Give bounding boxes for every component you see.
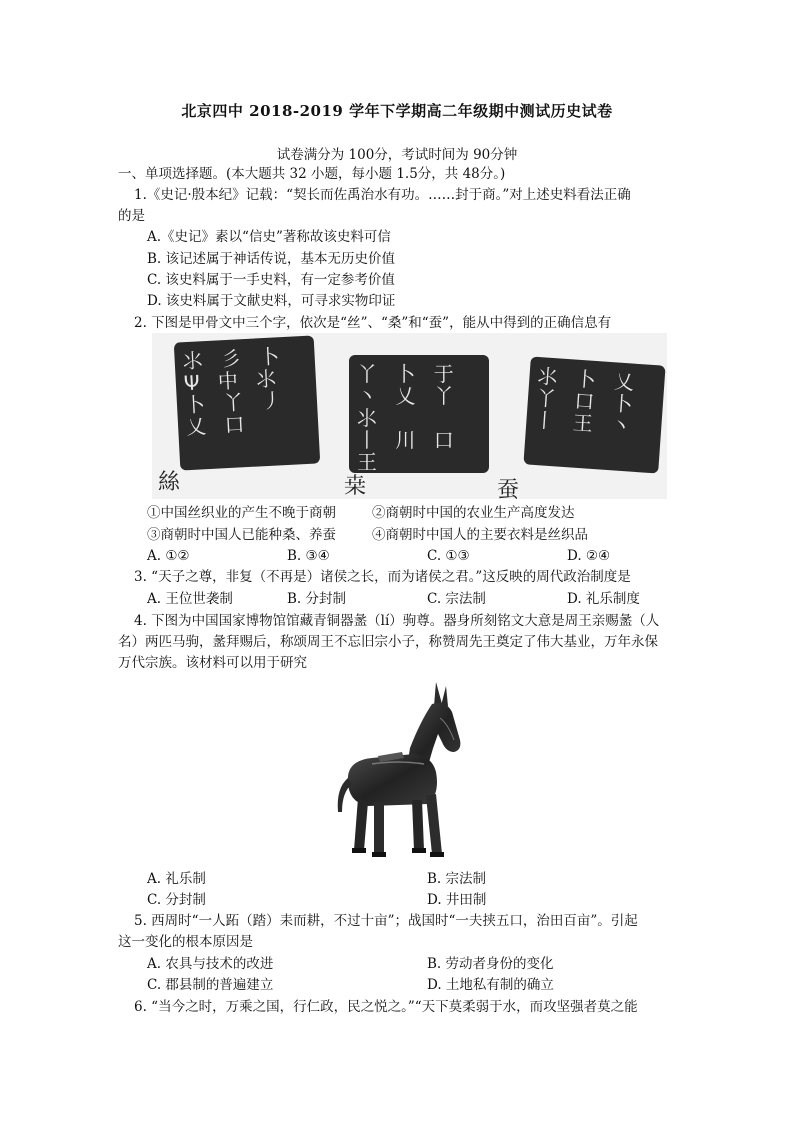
q1-option-c: C. 该史料属于一手史料，有一定参考价值	[147, 272, 395, 288]
q4-stem-cont-1: 名）两匹马驹，盠拜赐后，称颂周王不忘旧宗小子，称赞周先王奠定了伟大基业，万年永保	[118, 634, 658, 650]
q6-stem: 6. “当今之时，万乘之国，行仁政，民之悦之。”“天下莫柔弱于水，而攻坚强者莫之能	[134, 999, 638, 1015]
q3-option-b: B. 分封制	[287, 591, 347, 607]
exam-info: 试卷满分为 100分，考试时间为 90分钟	[276, 147, 518, 163]
section-heading: 一、单项选择题。(本大题共 32 小题，每小题 1.5分，共 48分。)	[118, 166, 506, 182]
q2-option-d: D. ②④	[567, 548, 611, 564]
q1-option-a: A.《史记》素以“信史”著称故该史料可信	[147, 229, 391, 245]
q5-stem-cont: 这一变化的根本原因是	[118, 934, 253, 950]
oracle-bone-fragment-3: ⺢ 卜 乂 丫 口 卜 ⼁ 王 丶	[523, 356, 665, 473]
q4-option-a: A. 礼乐制	[147, 871, 206, 887]
bronze-horse-figure	[328, 678, 488, 862]
q1-option-b: B. 该记述属于神话传说，基本无历史价值	[147, 251, 396, 267]
q4-stem-cont-2: 万代宗族。该材料可以用于研究	[118, 655, 307, 671]
q4-stem: 4. 下图为中国国家博物馆馆藏青铜器盠（lí）驹尊。器身所刻铭文大意是周王亲赐盠（人	[134, 613, 660, 629]
q2-option-c: C. ①③	[427, 548, 470, 564]
q5-option-a: A. 农具与技术的改进	[147, 956, 274, 972]
q3-option-c: C. 宗法制	[427, 591, 486, 607]
q2-statement-3: ③商朝时中国人已能种桑、养蚕	[147, 527, 336, 543]
glyph-silkworm: 蚕	[497, 478, 520, 503]
q2-statement-4: ④商朝时中国人的主要衣料是丝织品	[372, 527, 588, 543]
q3-option-d: D. 礼乐制度	[567, 591, 640, 607]
q2-statement-1: ①中国丝织业的产生不晚于商朝	[147, 505, 336, 521]
q1-stem: 1.《史记·殷本纪》记载：“契长而佐禹治水有功。……封于商。”对上述史料看法正确	[134, 187, 631, 203]
oracle-bone-figure	[152, 333, 667, 503]
q4-option-c: C. 分封制	[147, 892, 206, 908]
q3-option-a: A. 王位世袭制	[147, 591, 233, 607]
q3-stem: 3. “天子之尊，非复（不再是）诸侯之长，而为诸侯之君。”这反映的周代政治制度是	[134, 569, 631, 585]
q2-stem: 2. 下图是甲骨文中三个字，依次是“丝”、“桑”和“蚕”，能从中得到的正确信息有	[134, 315, 612, 331]
page-title: 北京四中 2018-2019 学年下学期高二年级期中测试历史试卷	[181, 102, 613, 120]
q1-option-d: D. 该史料属于文献史料，可寻求实物印证	[147, 293, 396, 309]
q5-stem: 5. 西周时“一人跖（踏）耒而耕，不过十亩”；战国时“一夫挟五口，治田百亩”。引起	[134, 913, 638, 929]
q2-option-a: A. ①②	[147, 548, 190, 564]
q5-option-c: C. 郡县制的普遍建立	[147, 977, 274, 993]
q1-stem-cont: 的是	[118, 208, 145, 224]
bronze-horse-illustration	[328, 678, 488, 862]
q2-option-b: B. ③④	[287, 548, 330, 564]
glyph-mulberry: 桒	[344, 474, 367, 499]
glyph-silk: 絲	[158, 470, 181, 495]
q4-option-b: B. 宗法制	[427, 871, 487, 887]
q5-option-b: B. 劳动者身份的变化	[427, 956, 554, 972]
q4-option-d: D. 井田制	[427, 892, 487, 908]
oracle-bone-fragment-2: 丫 卜 于 丶 乂 丫 ⺢ ⼁ 川 口 王	[349, 355, 489, 473]
oracle-bone-fragment-1: ⺢ 彡 卜 Ψ 中 ⺢ 卜 丫 ⼃ 乂 口	[174, 335, 321, 470]
q2-statement-2: ②商朝时中国的农业生产高度发达	[372, 505, 575, 521]
q5-option-d: D. 土地私有制的确立	[427, 977, 554, 993]
